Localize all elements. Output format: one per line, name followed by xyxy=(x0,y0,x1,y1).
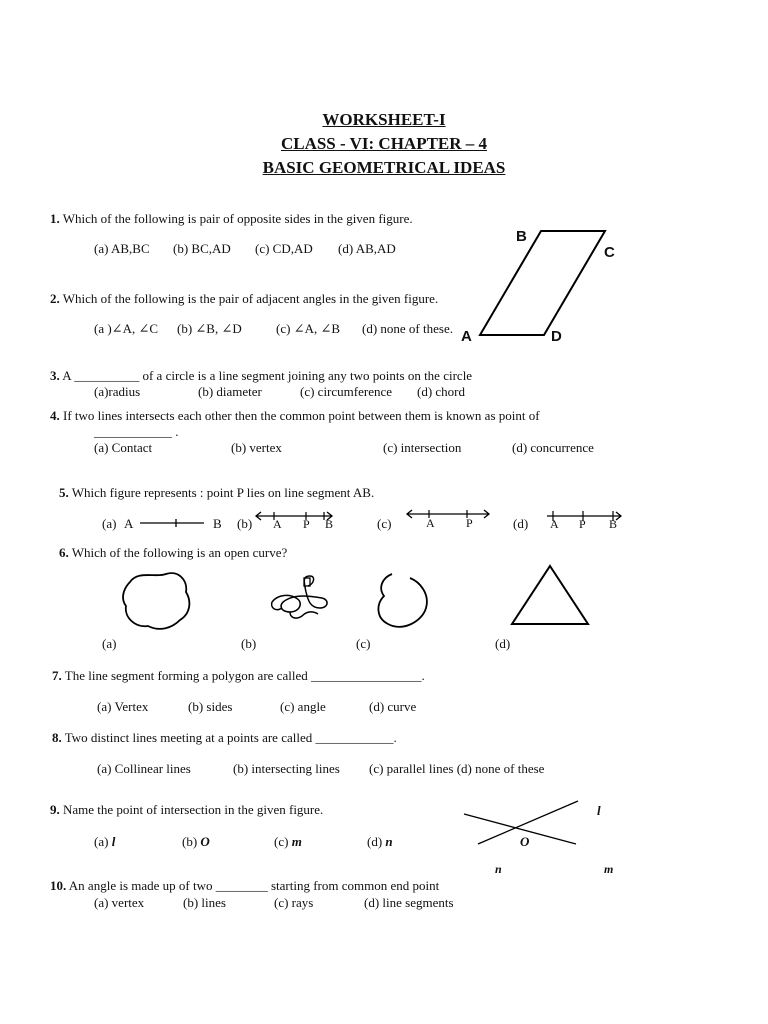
q3-option-a: (a)radius xyxy=(94,384,141,399)
q1-option-a: (a) AB,BC xyxy=(94,241,150,256)
option-value: n xyxy=(385,834,393,849)
q2-option-b: (b) ∠B, ∠D xyxy=(177,321,242,336)
question-text: If two lines intersects each other then the common point between them is known as point of xyxy=(63,408,540,423)
question-number: 1. xyxy=(50,211,60,226)
option-marker: (b) xyxy=(182,834,198,849)
q7-option-b: (b) sides xyxy=(188,699,233,714)
q1-option-c: (c) CD,AD xyxy=(255,241,313,256)
option-marker: (a) xyxy=(94,834,109,849)
option-value: O xyxy=(200,834,210,849)
q5-d-label-a: A xyxy=(550,517,559,531)
line-label-l: l xyxy=(597,803,601,818)
q7-option-a: (a) Vertex xyxy=(97,699,149,714)
q2-option-c: (c) ∠A, ∠B xyxy=(276,321,341,336)
vertex-label-a: A xyxy=(461,328,472,345)
q2-option-d: (d) none of these. xyxy=(362,321,453,336)
q6-option-c: (c) xyxy=(356,636,371,651)
q2-option-a: (a )∠A, ∠C xyxy=(94,321,159,336)
q5-b-line xyxy=(254,508,336,524)
question-text: Which of the following is an open curve? xyxy=(71,545,288,560)
question-number: 7. xyxy=(52,668,62,683)
question-text: Which of the following is the pair of adjacent angles in the given figure. xyxy=(62,291,439,306)
q5-b-label-p: P xyxy=(303,517,310,531)
worksheet-title: WORKSHEET-I xyxy=(322,110,446,129)
q5-d-label-b: B xyxy=(609,517,618,531)
q10-option-a: (a) vertex xyxy=(94,895,145,910)
parallelogram-figure xyxy=(460,225,620,350)
question-9 xyxy=(50,802,323,818)
q6-option-a: (a) xyxy=(102,636,117,651)
q9-option-d xyxy=(367,834,393,850)
question-number: 2. xyxy=(50,291,60,306)
question-text: The line segment forming a polygon are called _________________. xyxy=(64,668,425,683)
q6-option-d: (d) xyxy=(495,636,511,651)
q8-option-a: (a) Collinear lines xyxy=(97,761,191,776)
q3-option-d: (d) chord xyxy=(417,384,466,399)
class-chapter-title: CLASS - VI: CHAPTER – 4 xyxy=(280,134,488,153)
q1-option-b: (b) BC,AD xyxy=(173,241,231,256)
q9-option-a xyxy=(94,834,115,850)
question-text: Which figure represents : point P lies on line segment AB. xyxy=(71,485,375,500)
option-marker: (d) xyxy=(367,834,383,849)
q8-option-c: (c) parallel lines (d) none of these xyxy=(369,761,545,776)
topic-title: BASIC GEOMETRICAL IDEAS xyxy=(262,158,506,177)
q9-option-b xyxy=(182,834,210,850)
q5-a-label-b: B xyxy=(213,516,222,531)
q1-option-d: (d) AB,AD xyxy=(338,241,396,256)
q5-c-line xyxy=(405,506,493,522)
vertex-label-c: C xyxy=(604,244,615,261)
question-8 xyxy=(52,730,397,746)
question-number: 5. xyxy=(59,485,69,500)
question-2 xyxy=(50,291,438,307)
option-value: m xyxy=(291,834,302,849)
point-label-o: O xyxy=(520,834,530,849)
q6-option-b: (b) xyxy=(241,636,257,651)
q4-option-b: (b) vertex xyxy=(231,440,282,455)
vertex-label-d: D xyxy=(551,328,562,345)
question-1 xyxy=(50,211,413,227)
q7-option-d: (d) curve xyxy=(369,699,417,714)
open-curve-figure xyxy=(370,570,432,632)
q3-option-b: (b) diameter xyxy=(198,384,262,399)
question-text: Name the point of intersection in the given figure. xyxy=(63,802,324,817)
question-10 xyxy=(50,878,439,894)
q5-c-label-a: A xyxy=(426,516,435,530)
q4-option-c: (c) intersection xyxy=(383,440,462,455)
q5-b-label-b: B xyxy=(325,517,334,531)
question-5 xyxy=(59,485,374,501)
q5-a-label-a: A xyxy=(124,516,134,531)
q4-blank: ____________ . xyxy=(94,424,179,439)
question-number: 6. xyxy=(59,545,69,560)
tangled-curve-figure xyxy=(266,568,336,624)
question-6 xyxy=(59,545,287,561)
closed-blob-figure xyxy=(118,568,198,634)
q7-option-c: (c) angle xyxy=(280,699,326,714)
q10-option-c: (c) rays xyxy=(274,895,314,910)
q4-option-a: (a) Contact xyxy=(94,440,153,455)
line-label-n: n xyxy=(495,862,502,876)
question-number: 9. xyxy=(50,802,60,817)
question-text: Which of the following is pair of opposite sides in the given figure. xyxy=(62,211,413,226)
q5-a-segment xyxy=(140,515,210,531)
q9-option-c xyxy=(274,834,302,850)
q5-b-label-a: A xyxy=(273,517,282,531)
line-label-m: m xyxy=(604,862,614,876)
q3-option-c: (c) circumference xyxy=(300,384,393,399)
question-text: An angle is made up of two ________ starting from common end point xyxy=(68,878,440,893)
question-text: A __________ of a circle is a line segment joining any two points on the circle xyxy=(62,368,473,383)
question-number: 3. xyxy=(50,368,60,383)
question-3 xyxy=(50,368,472,384)
question-7 xyxy=(52,668,425,684)
vertex-label-b: B xyxy=(516,228,527,245)
question-4 xyxy=(50,408,540,424)
question-number: 4. xyxy=(50,408,60,423)
q5-option-a: (a) xyxy=(102,516,117,531)
triangle-figure xyxy=(508,562,592,628)
question-text: Two distinct lines meeting at a points are called ____________. xyxy=(64,730,397,745)
q8-option-b: (b) intersecting lines xyxy=(233,761,340,776)
q5-option-d: (d) xyxy=(513,516,529,531)
q5-option-b: (b) xyxy=(237,516,253,531)
question-number: 8. xyxy=(52,730,62,745)
q4-option-d: (d) concurrence xyxy=(512,440,594,455)
q10-option-d: (d) line segments xyxy=(364,895,454,910)
q5-option-c: (c) xyxy=(377,516,392,531)
question-number: 10. xyxy=(50,878,67,893)
q5-d-label-p: P xyxy=(579,517,586,531)
q10-option-b: (b) lines xyxy=(183,895,226,910)
q5-c-label-p: P xyxy=(466,516,473,530)
option-value: l xyxy=(111,834,116,849)
option-marker: (c) xyxy=(274,834,289,849)
